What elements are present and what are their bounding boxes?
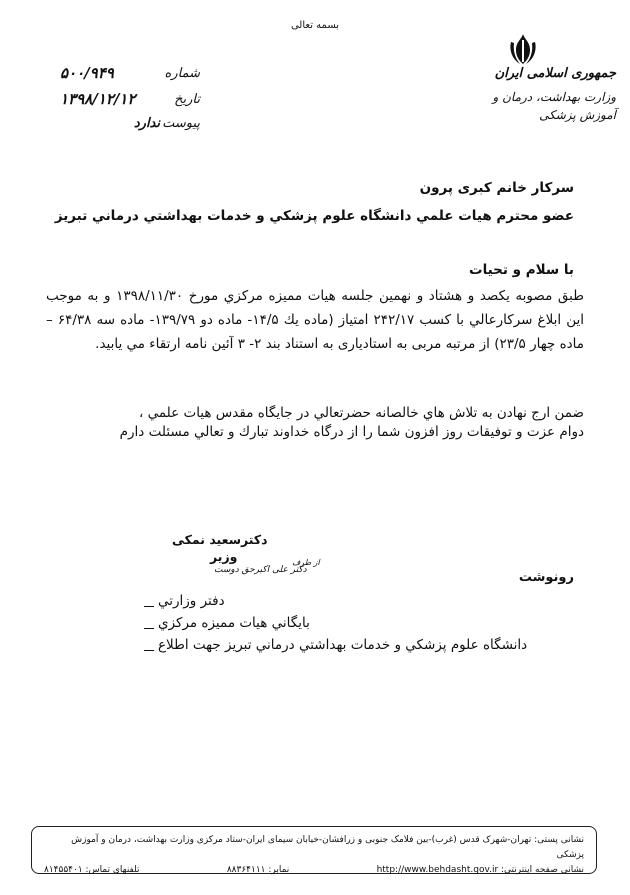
attachment-row xyxy=(60,116,200,131)
cc-list xyxy=(144,590,574,656)
attachment-value: ندارد xyxy=(133,116,160,131)
salutation: با سلام و تحيات xyxy=(469,262,574,278)
footer-contacts xyxy=(44,863,584,878)
cc-item xyxy=(144,590,574,612)
signature-handwritten-note: دکتر علی اکبرحق دوست xyxy=(214,565,307,575)
attachment-label: پیوست xyxy=(162,116,200,131)
ministry-logo-text xyxy=(466,64,616,144)
recipient-position: عضو محترم هيات علمي دانشگاه علوم پزشكي و خدمات بهداشتي درماني تبريز xyxy=(54,208,574,224)
cc-item xyxy=(144,634,574,656)
footer-phone: تلفنهای تماس: ۸۱۴۵۵۴۰۱ xyxy=(44,865,140,875)
letter-date-row xyxy=(60,90,200,108)
basmala: بسمه تعالی xyxy=(290,20,340,31)
closing-text xyxy=(46,404,584,442)
cc-dash xyxy=(144,618,154,629)
cc-dash xyxy=(144,640,154,651)
logo-line-1: جمهوری اسلامی ایران xyxy=(494,66,616,81)
closing-line-2: دوام عزت و توفيقات روز افزون شما را از درگاه خداوند تبارك و تعالي مسئلت دارم xyxy=(119,424,584,440)
recipient-name: سركار خانم كبرى پرون xyxy=(419,180,574,196)
number-label: شماره xyxy=(164,65,200,81)
letter-number-row xyxy=(60,64,200,82)
number-value: ۵۰۰/۹۴۹ xyxy=(60,64,114,82)
cc-item-label: بايگاني هيات مميزه مركزي xyxy=(158,615,310,631)
footer-box xyxy=(31,826,597,874)
closing-line-1: ضمن ارج نهادن به تلاش هاي خالصانه حضرتعالي در جايگاه مقدس هيات علمي ، xyxy=(138,405,584,421)
letter-body xyxy=(46,284,584,356)
date-value: ۱۳۹۸/۱۲/۱۲ xyxy=(60,90,136,108)
cc-item-label: دانشگاه علوم پزشكي و خدمات بهداشتي درماني تبريز جهت اطلاع xyxy=(158,637,528,653)
date-label: تاریخ xyxy=(174,91,200,107)
signatory-title: وزير xyxy=(210,549,238,564)
footer-address: نشانی پستی: تهران-شهرک قدس (غرب)-بین فلامک جنوبی و زرافشان-خیابان سیمای ایران-ستاد مرکزی وزارت بهداشت، درمان و آموزش پزشکی xyxy=(71,835,584,860)
cc-item xyxy=(144,612,574,634)
cc-title: رونوشت xyxy=(518,570,574,585)
signatory-name: دكترسعيد نمكى xyxy=(172,532,268,547)
emblem-icon xyxy=(508,32,538,66)
footer-fax: نمابر: ۸۸۳۶۴۱۱۱ xyxy=(226,865,290,875)
body-paragraph: طبق مصوبه يكصد و هشتاد و نهمين جلسه هيات مميزه مركزي مورخ ۱۳۹۸/۱۱/۳۰ و به موجب اين ابلاغ سركارعالي با كسب ۲۴۲/۱۷ امتياز (ماده يك ۱۴/۵- ماده دو ۱۳۹/۷۹- ماده سه ۶۴/۳۸ – ماده چهار ۲۳/۵) از مرتبه مربی به استاديارى به استناد بند ۲- ۳ آئين نامه ارتقاء مي يابيد. xyxy=(46,288,585,352)
signature-from-label: از طرف xyxy=(292,558,320,567)
logo-line-2: وزارت بهداشت، درمان و آموزش پزشکی xyxy=(492,90,616,122)
footer-website: نشانی صفحه اینترنتی: http://www.behdasht.gov.ir xyxy=(376,865,584,875)
cc-item-label: دفتر وزارتي xyxy=(158,593,225,609)
cc-dash xyxy=(144,596,154,607)
